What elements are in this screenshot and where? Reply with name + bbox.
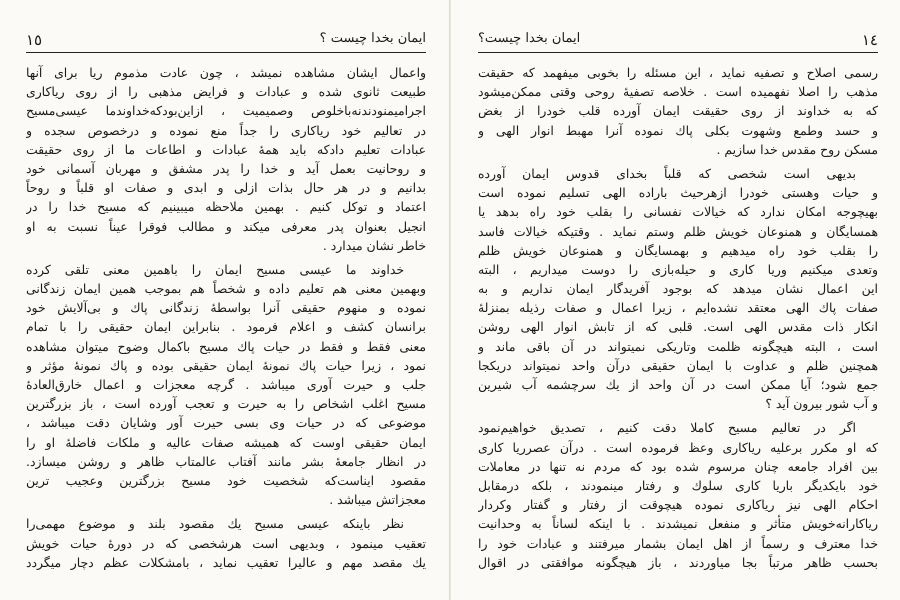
left-page-body: [26, 63, 426, 572]
text-line: در تعاليم خود رياكارى را جداً منع نموده و درخصوص سجده و: [26, 122, 426, 138]
text-line: اعتماد و توكل كنيم . بهمين ملاحظه ميبينيم كه مسيح خدا را در: [26, 199, 426, 215]
text-line: و حسد وطمع وشهوت بكلى پاك نموده آنرا مهبط انوار الهى و: [478, 122, 878, 138]
text-line: بديهى است شخصى كه قلباً بخداى قدوس ايمان آورده: [478, 165, 856, 181]
text-line: را بقلب خود راه ميدهيم و بهمسايگان و همنوعان خويش ظلم: [478, 242, 878, 258]
text-line: برانسان كشف و اعلام فرمود . بنابراين ايمان حقيقى را با تمام: [26, 319, 426, 335]
text-line: خداوند ما عيسى مسيح ايمان را باهمين معنى تلقى كرده: [26, 261, 404, 277]
text-line: و حيات وهستى خودرا ازهرحيث باراده الهى تسليم نموده است: [478, 185, 878, 201]
text-line: و آب شور بيرون آيد ؟: [765, 396, 878, 412]
text-line: مقصود ايناست‌كه شخصيت خود مسيح بزرگترين وعجيب ترين: [26, 472, 426, 488]
right-page-body: [478, 63, 878, 572]
text-line: همچنين ظلم و عداوت با ايمان حقيقى درآن واحد نميتواند دريكجا: [478, 357, 878, 373]
text-line: مذهب را اصلا نفهميده است . خلاصه تصفيهٔ روحى وقتى ممكن‌ميشود: [478, 84, 878, 100]
text-line: صفات پاك الهى معتقد نشده‌ايم ، زيرا اعمال و صفات رذيله بمنزلهٔ: [478, 300, 878, 316]
book-gutter: [449, 0, 451, 600]
text-line: است ، البته هيچگونه ظلمت وتاريكى نميتواند در آن باقى ماند و: [478, 338, 878, 354]
text-line: در انظار جامعهٔ بشر مانند آفتاب عالمتاب ظاهر و روشن ميسازد.: [26, 453, 426, 469]
text-line: تعقيب مينمود ، وبديهى است هرشخصى كه در دورهٔ حيات خويش: [26, 535, 426, 551]
text-line: اين اعمال نشان ميدهد كه بوجود آفريدگار ايمان نداريم و به: [478, 281, 878, 297]
right-running-head: ايمان بخدا چيست؟: [478, 31, 581, 46]
text-line: نموده و منهوم حقيقى آنرا بواسطهٔ زندگانى پاك و بى‌آلايش خود: [26, 300, 426, 316]
left-page: [26, 30, 426, 590]
right-page: [478, 30, 878, 590]
text-line: و روحانيت بعمل آيد و خدا را پدر مشفق و مهربان آسمانى خود: [26, 160, 426, 176]
text-line: انكار ذات مقدس الهى است. قلبى كه از تابش انوار الهى روشن: [478, 319, 878, 335]
right-page-header: [478, 30, 878, 53]
text-line: معنى فقط و فقط در حيات پاك مسيح باكمال وضوح ميتوان مشاهده: [26, 338, 426, 354]
text-line: كه به خداوند از روى حقيقت ايمان آورده قلب خودرا از بغض: [478, 103, 878, 119]
text-line: واعمال ايشان مشاهده نميشد ، چون عادت مذموم ريا براى آنها: [26, 65, 426, 80]
text-line: انجيل بعنوان پدر معرفى ميكند و مطالب فوقرا عيناً نسبت به او: [26, 218, 426, 234]
text-line: خاطر نشان ميدارد .: [322, 237, 426, 253]
text-line: موضوعى كه در حيات وى بسى حيرت آور وشايان دقت ميباشد ،: [26, 415, 426, 431]
text-line: يك مقصد مهم و عاليرا تعقيب نمايد ، بامشكلات عظم دچار ميگردد: [26, 554, 426, 570]
text-line: جلب و حيرت آورى ميباشد . گرچه معجزات و اعمال خارق‌العادهٔ: [26, 377, 426, 392]
text-line: نمود ، زيرا حيات پاك نمونهٔ ايمان حقيقى بوده و پاك نمونهٔ مؤثر و: [26, 357, 426, 373]
text-line: عبادات تعليم دادكه بايد همهٔ عبادات و اطاعات ما از روى حقيقت: [26, 141, 426, 157]
text-line: اگر در تعاليم مسيح كاملا دقت كنيم ، تصديق خواهيم‌نمود: [478, 420, 856, 436]
text-line: مسكن روح مقدس خدا سازيم .: [716, 141, 878, 157]
text-line: وتعدى ميكنيم وريا كارى و حيله‌بازى را دوست ميداريم ، البته: [478, 261, 878, 277]
text-line: كه او مكرر برعليه رياكارى وعظ فرموده است . درآن عصرريا كارى: [478, 439, 878, 455]
text-line: معجزاتش ميباشد .: [329, 492, 426, 508]
text-line: ايمان حقيقى اوست كه هميشه صفات عاليه و ملكات فاضلهٔ او را: [26, 434, 426, 450]
text-line: بهيچوجه امكان ندارد كه خيالات نفسانى را بقلب خود راه بدهد يا: [478, 204, 878, 220]
text-line: بدانيم و در هر حال بذات ازلى و ابدى و صفات او قلباً و روحاً: [26, 180, 426, 196]
text-line: جمع شود؛ آيا ممكن است در آن واحد از يك سرچشمه آب شيرين: [478, 377, 878, 392]
text-line: احكام الهى نيز رياكارى نموده هيچوقت از رفتار و گفتار وكردار: [478, 497, 878, 513]
left-page-number: ١٥: [26, 31, 43, 49]
text-line: طبيعت ثانوى شده و عبادات و فرايض مذهبى را از روى رياكارى: [26, 84, 426, 100]
text-line: رسمى اصلاح و تصفيه نمايد ، اين مسئله را بخوبى ميفهمد كه حقيقت: [478, 65, 878, 80]
text-line: همسايگان و همنوعان خويش ظلم وستم نمايد . وقتيكه خيالات فاسد: [478, 223, 878, 239]
text-line: بحسب ظاهر مرتباً بجا مياوردند ، باز هيچگونه موافقتى در اقوال: [478, 554, 878, 570]
text-line: اجراميمنودندنه‌باخلوص وصميميت ، ازاين‌بودكه‌خداوندما عيسى‌مسيح: [26, 103, 426, 119]
text-line: وبهمين معنى هم تعليم داده و شخصاً هم بموجب همين ايمان زندگانى: [26, 281, 426, 297]
left-running-head: ايمان بخدا چيست ؟: [319, 31, 426, 46]
text-line: نظر باينكه عيسى مسيح يك مقصود بلند و موضوع مهمى‌را: [26, 516, 404, 532]
text-line: خدا معترف و رسماً از اهل ايمان بشمار ميرفتند و عبادات خود را: [478, 535, 878, 551]
right-page-number: ١٤: [861, 31, 878, 49]
text-line: بين افراد جامعه چنان مرسوم شده بود كه مردم نه تنها در معاملات: [478, 458, 878, 474]
left-page-header: [26, 30, 426, 53]
text-line: خود بايكديگر باريا كارى سلوك و رفتار مينمودند ، بلكه درمقابل: [478, 477, 878, 493]
text-line: رياكارانه‌خويش متأثر و منفعل نميشدند . با اينكه لساناً به وحدانيت: [478, 516, 878, 532]
text-line: مسيح اغلب اشخاص را به حيرت و تعجب آورده است ، باز بزرگترين: [26, 396, 426, 412]
